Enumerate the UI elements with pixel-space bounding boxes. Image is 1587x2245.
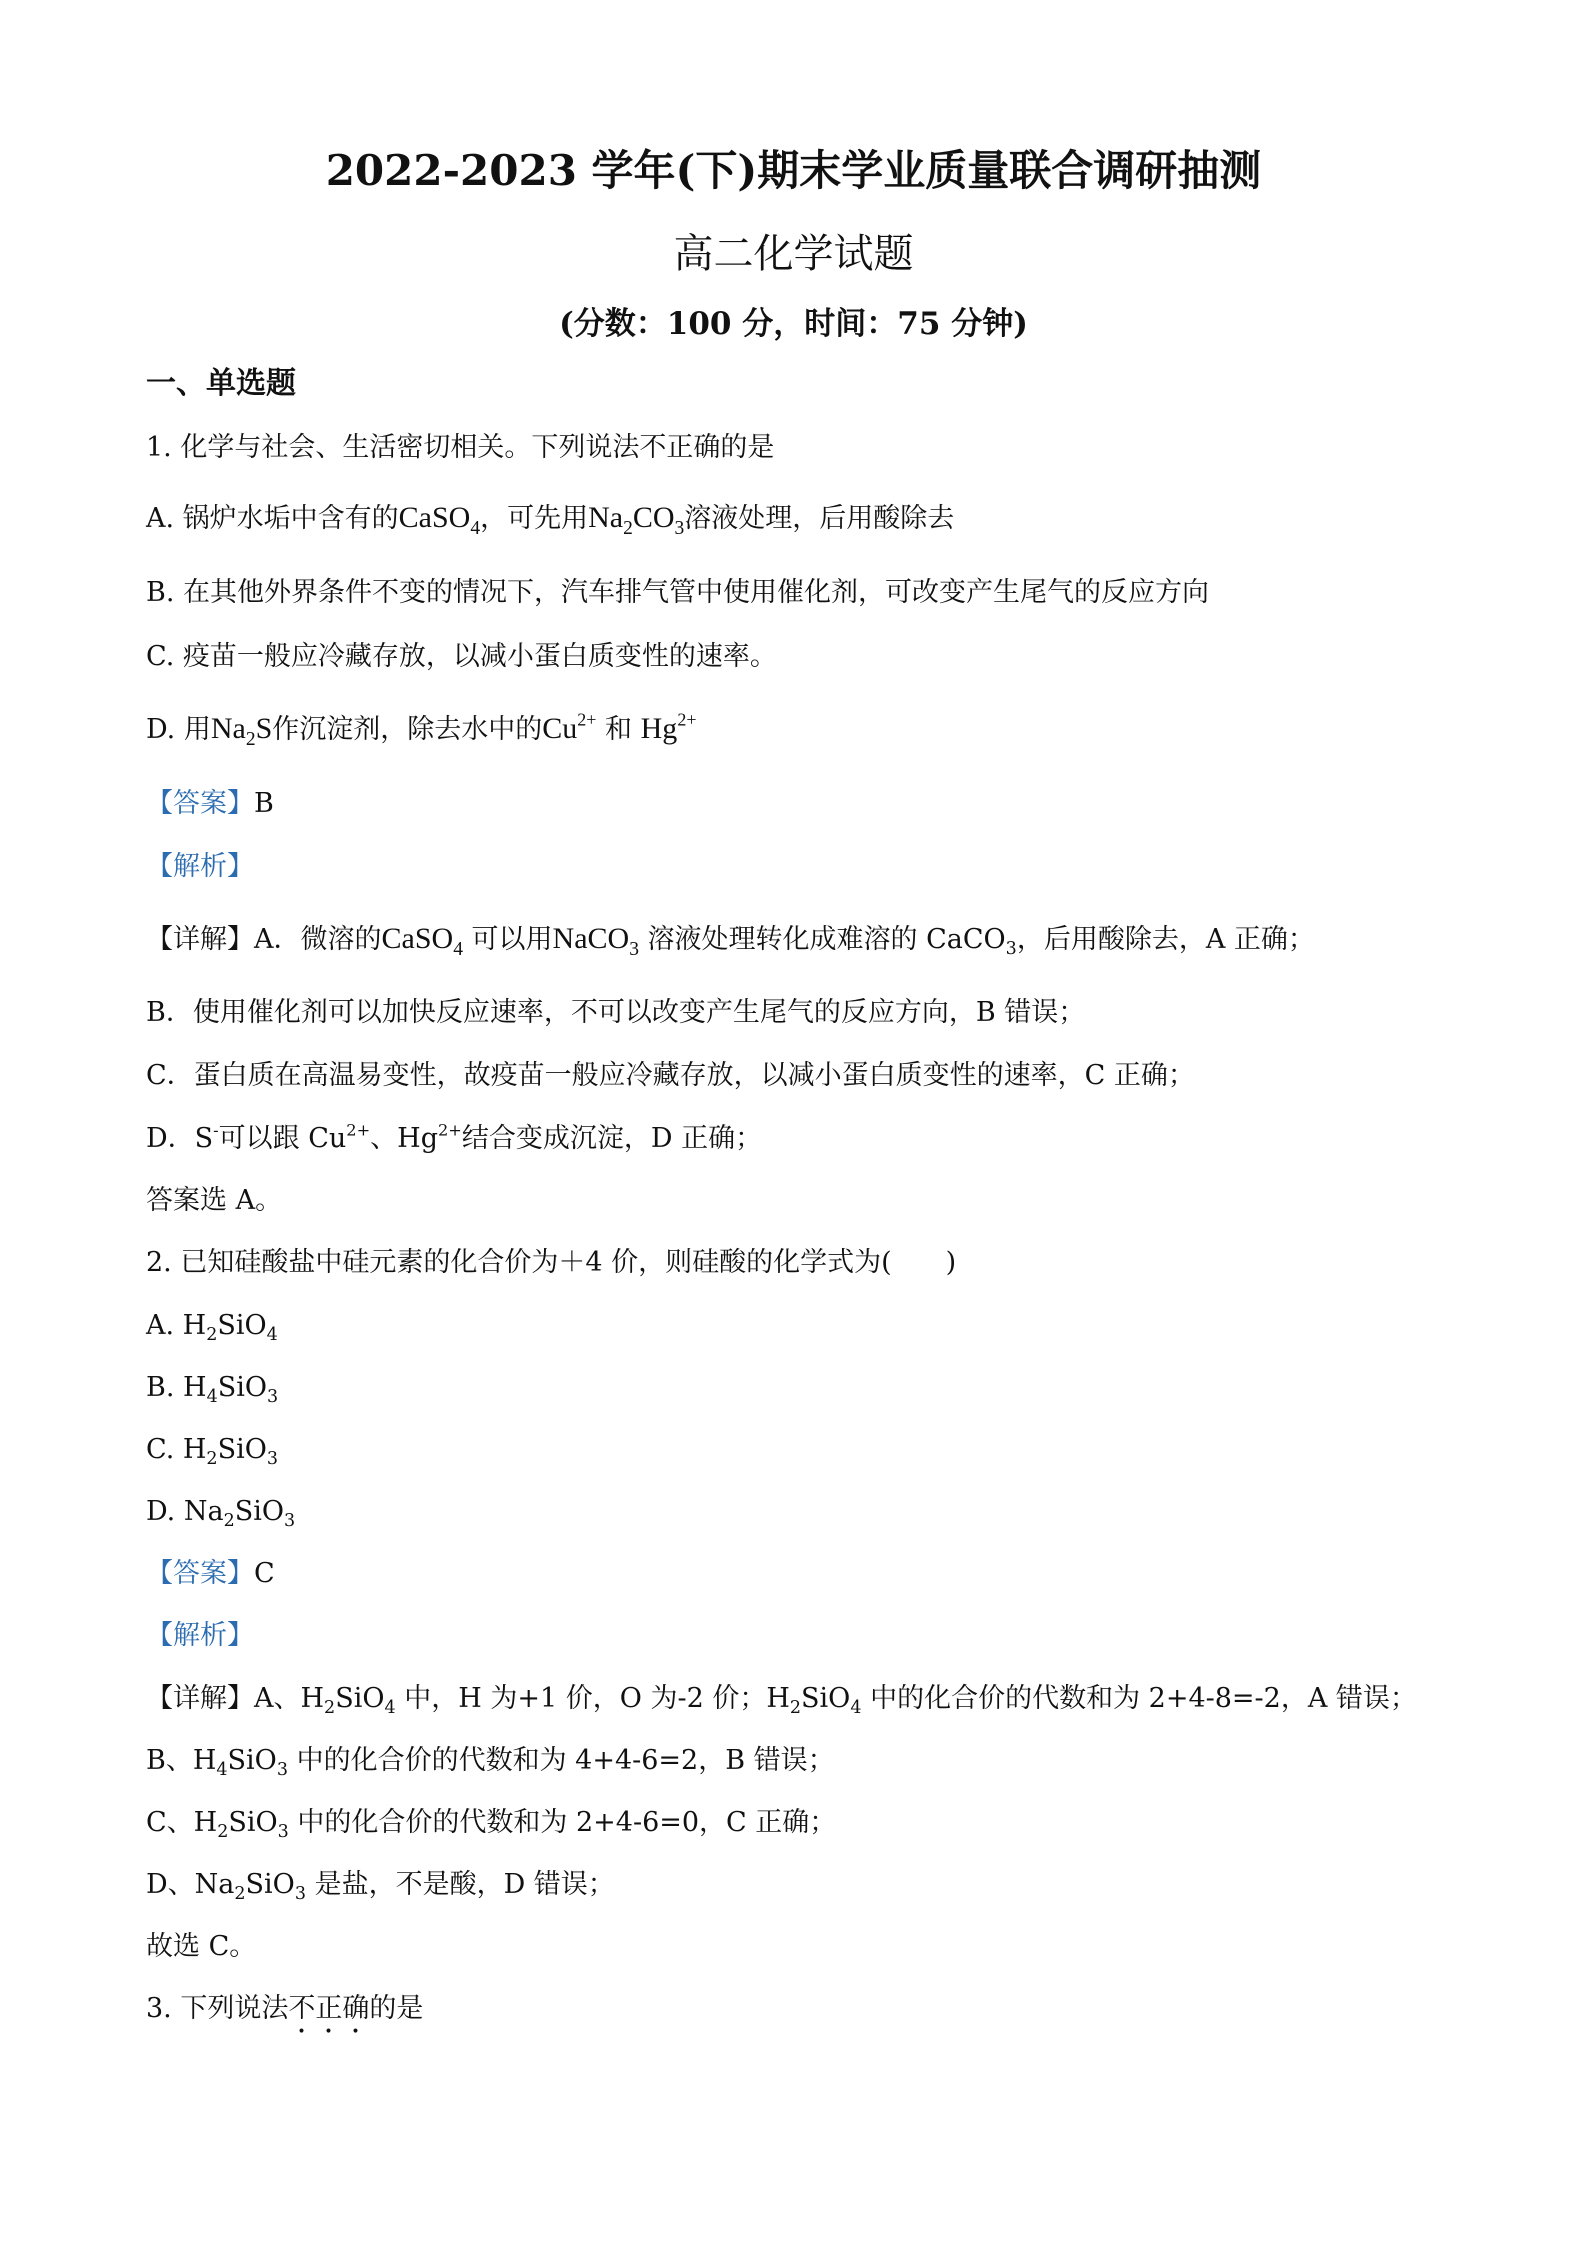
section-title: 一、单选题 [146,366,296,401]
q2-answer: 【答案】C [146,1558,275,1589]
q1-option-d: D. 用$Na_2S$作沉淀剂，除去水中的$Cu^{2+}$ 和 $Hg^{2+}$ [146,709,697,750]
q1-option-c: C. 疫苗一般应冷藏存放，以减小蛋白质变性的速率。 [146,641,777,672]
q1-conclusion: 答案选 A。 [146,1185,283,1216]
q2-analysis-label: 【解析】 [146,1620,254,1651]
q2-option-b: B. $H_4SiO_3$ [146,1372,279,1408]
q2-detail-d: D、$Na_2SiO_3$ 是盐，不是酸，D 错误； [146,1869,615,1905]
q1-answer: 【答案】B [146,788,274,819]
q2-detail-c: C、$H_2SiO_3$ 中的化合价的代数和为 2+4-6=0，C 正确； [146,1807,837,1843]
q2-detail-b: B、$H_4SiO_3$ 中的化合价的代数和为 4+4-6=2，B 错误； [146,1745,835,1781]
q1-detail-c: C．蛋白质在高温易变性，故疫苗一般应冷藏存放，以减小蛋白质变性的速率，C 正确； [146,1060,1195,1091]
q3-stem: 3. 下列说法不正确的是 [146,1993,424,2024]
q1-detail-a: 【详解】A．微溶的CaSO$_4$ 可以用NaCO$_3$ 溶液处理转化成难溶的 CaCO$_3$，后用酸除去，A 正确； [146,922,1315,960]
q2-detail-a: 【详解】A、$H_2SiO_4$ 中，H 为+1 价，O 为-2 价；$H_2SiO_4$ 中的化合价的代数和为 2+4-8=-2，A 错误； [146,1683,1417,1719]
exam-subtitle: 高二化学试题 [673,231,914,277]
q1-analysis-label: 【解析】 [146,851,254,882]
q2-stem: 2. 已知硅酸盐中硅元素的化合价为＋4 价，则硅酸的化学式为( ) [146,1247,957,1278]
q1-option-b: B. 在其他外界条件不变的情况下，汽车排气管中使用催化剂，可改变产生尾气的反应方向 [146,577,1210,608]
q1-option-a: A. 锅炉水垢中含有的CaSO$_4$，可先用$Na_2CO_3$溶液处理，后用酸除去 [146,501,955,539]
q2-conclusion: 故选 C。 [146,1931,257,1962]
exam-title: 2022-2023 学年(下)期末学业质量联合调研抽测 [325,146,1262,195]
q1-stem: 1. 化学与社会、生活密切相关。下列说法不正确的是 [146,432,775,463]
q2-option-c: C. $H_2SiO_3$ [146,1434,279,1470]
q1-detail-b: B．使用催化剂可以加快反应速率，不可以改变产生尾气的反应方向，B 错误； [146,997,1086,1028]
q2-option-d: D. $Na_2SiO_3$ [146,1496,296,1532]
emphasis-text: 不正确 [288,1993,370,2024]
q1-detail-d: D．S-可以跟 $Cu^{2+}$、$Hg^{2+}$结合变成沉淀，D 正确； [146,1120,763,1154]
exam-meta: (分数：100 分，时间：75 分钟) [559,306,1028,342]
q2-option-a: A. $H_2SiO_4$ [146,1310,278,1346]
